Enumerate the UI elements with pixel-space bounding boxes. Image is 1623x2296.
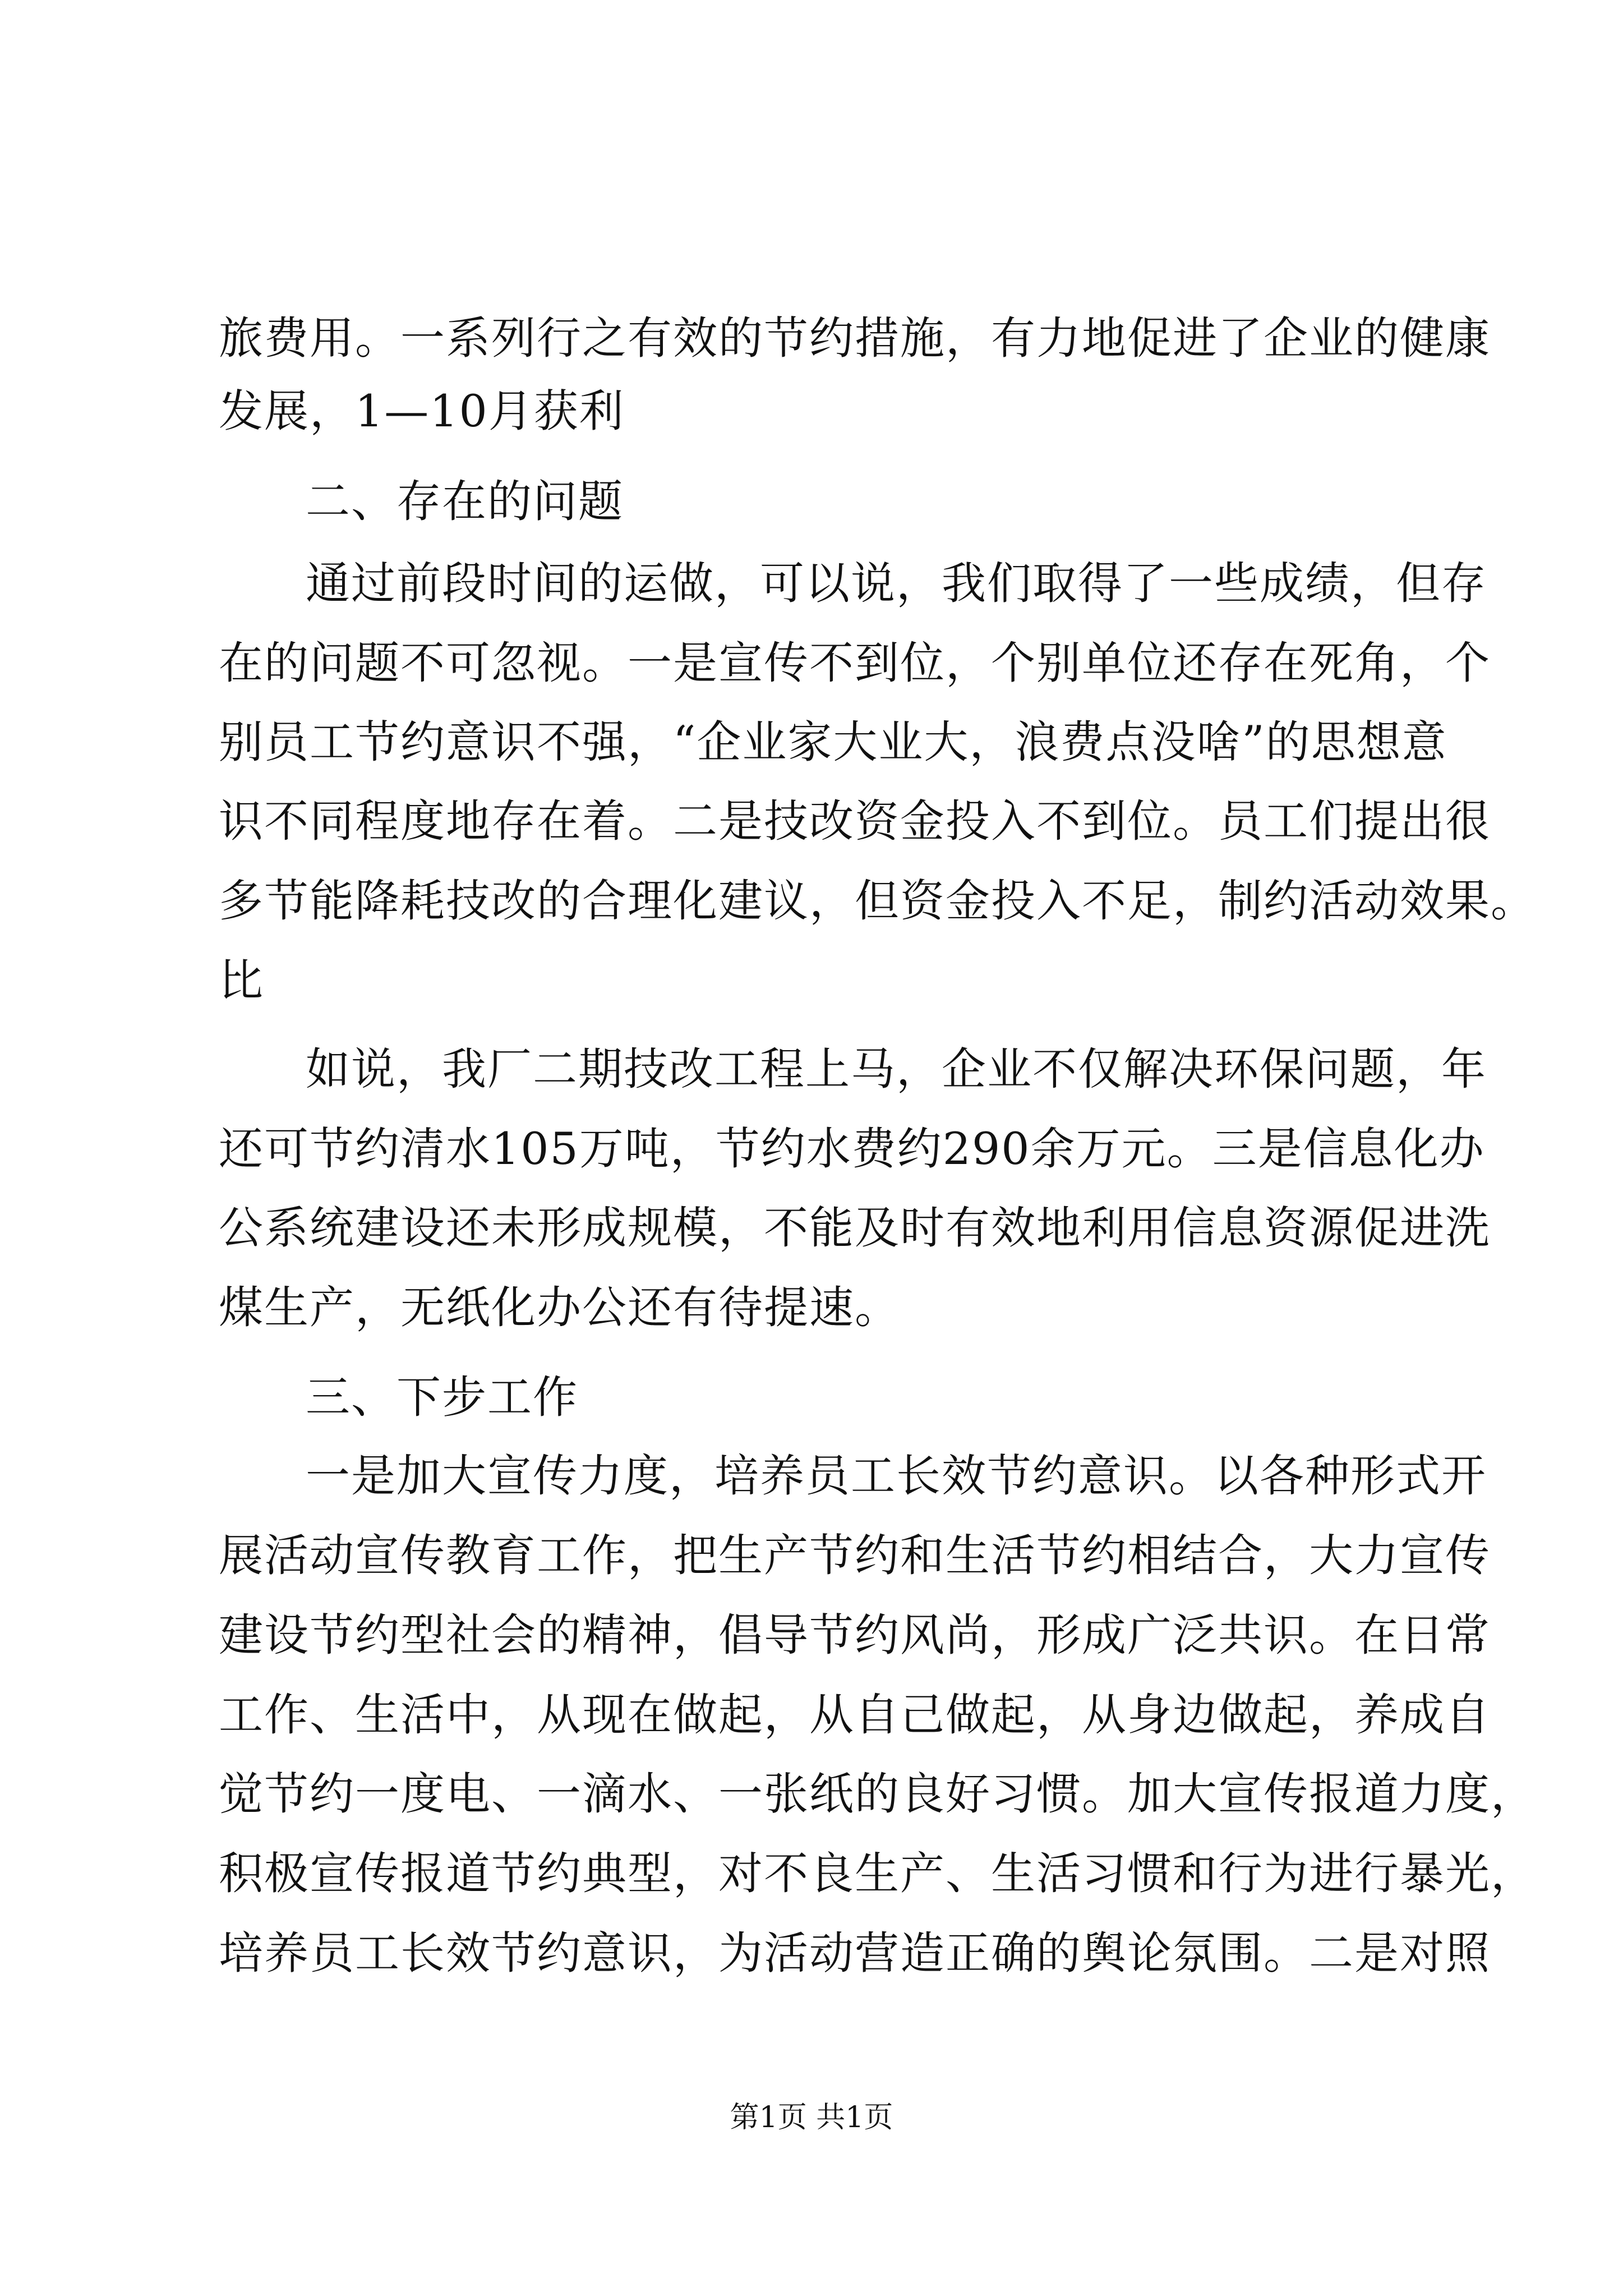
body-text-line: 建设节约型社会的精神，倡导节约风尚，形成广泛共识。在日常 [219,1609,1491,1661]
body-text-line: 展活动宣传教育工作，把生产节约和生活节约相结合，大力宣传 [219,1530,1491,1581]
body-text-line: 一是加大宣传力度，培养员工长效节约意识。以各种形式开 [306,1450,1487,1502]
body-text-line: 煤生产，无纸化办公还有待提速。 [219,1282,900,1333]
body-text-line: 如说，我厂二期技改工程上马，企业不仅解决环保问题，年 [306,1043,1487,1095]
body-text-line: 培养员工长效节约意识，为活动营造正确的舆论氛围。二是对照 [219,1927,1491,1979]
page-footer: 第1页 共1页 [730,2101,893,2134]
section-heading-next-steps: 三、下步工作 [306,1372,578,1423]
body-text-line: 通过前段时间的运做，可以说，我们取得了一些成绩，但存 [306,558,1487,609]
body-text-line: 觉节约一度电、一滴水、一张纸的良好习惯。加大宣传报道力度， [219,1768,1536,1820]
body-text-line: 积极宣传报道节约典型，对不良生产、生活习惯和行为进行暴光， [219,1848,1536,1899]
body-text-line: 别员工节约意识不强，“企业家大业大，浪费点没啥”的思想意 [219,716,1447,768]
body-text-line: 在的问题不可忽视。一是宣传不到位，个别单位还存在死角，个 [219,637,1491,689]
body-text-line: 发展，1—10月获利 [219,385,625,437]
body-text-line: 还可节约清水105万吨，节约水费约290余万元。三是信息化办 [219,1123,1485,1175]
body-text-line: 公系统建设还未形成规模，不能及时有效地利用信息资源促进洗 [219,1202,1491,1254]
body-text-line: 多节能降耗技改的合理化建议，但资金投入不足，制约活动效果。 [219,875,1536,927]
body-text-line: 比 [219,955,264,1006]
body-text-line: 工作、生活中，从现在做起，从自己做起，从身边做起，养成自 [219,1689,1491,1741]
body-text-line: 识不同程度地存在着。二是技改资金投入不到位。员工们提出很 [219,795,1491,847]
section-heading-problems: 二、存在的问题 [306,476,624,527]
body-text-line: 旅费用。一系列行之有效的节约措施，有力地促进了企业的健康 [219,312,1491,364]
